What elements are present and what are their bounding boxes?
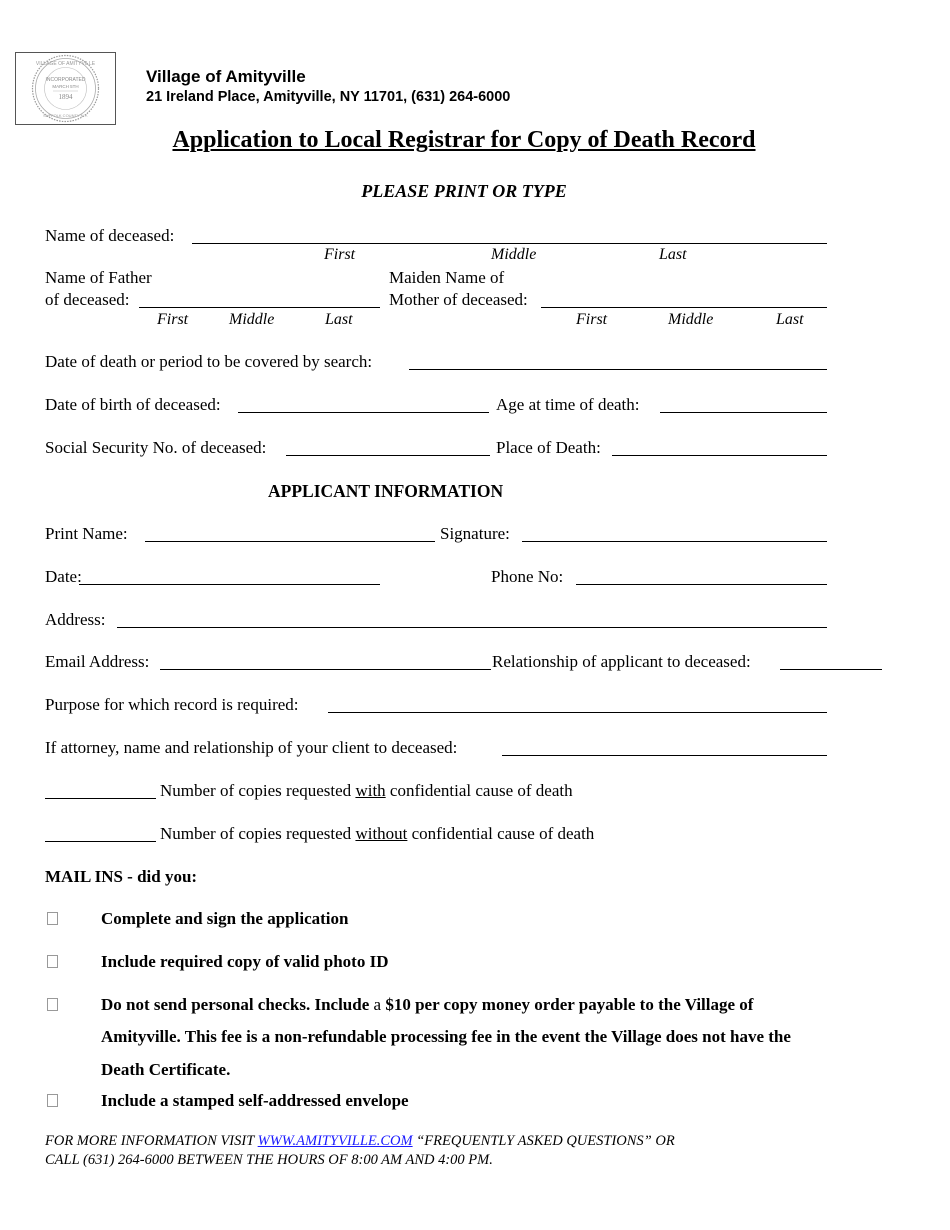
death-date-field[interactable]	[409, 369, 827, 370]
mother-label-2: Mother of deceased:	[389, 290, 528, 309]
print-name-label: Print Name:	[45, 524, 128, 543]
checklist-item-3-part-c: $10 per copy money order payable to the Village of	[385, 995, 754, 1014]
place-of-death-label: Place of Death:	[496, 438, 601, 457]
age-field[interactable]	[660, 412, 827, 413]
copies-without-field[interactable]	[45, 841, 156, 842]
mother-first-caption: First	[576, 311, 608, 328]
ssn-label: Social Security No. of deceased:	[45, 438, 267, 457]
website-link[interactable]: WWW.AMITYVILLE.COM	[257, 1133, 413, 1149]
purpose-field[interactable]	[328, 712, 827, 713]
signature-label: Signature:	[440, 524, 510, 543]
footer-info-text: FOR MORE INFORMATION VISIT	[45, 1133, 258, 1149]
checklist-checkbox-4[interactable]	[47, 1094, 58, 1107]
checklist-checkbox-1[interactable]	[47, 912, 58, 925]
place-of-death-field[interactable]	[612, 455, 827, 456]
seal-line2: MARCH 5TH	[52, 84, 79, 89]
relationship-field[interactable]	[780, 669, 882, 670]
birth-date-label: Date of birth of deceased:	[45, 395, 221, 414]
father-label-1: Name of Father	[45, 268, 152, 287]
checklist-item-2: Include required copy of valid photo ID	[101, 952, 389, 971]
copies-without-text-1: Number of copies requested	[160, 824, 356, 843]
copies-without-text-2: confidential cause of death	[407, 824, 595, 843]
attorney-label: If attorney, name and relationship of your client to deceased:	[45, 738, 458, 757]
father-last-caption: Last	[325, 311, 353, 328]
date-field[interactable]	[79, 584, 380, 585]
checklist-item-3-line2: Amityville. This fee is a non-refundable processing fee in the event the Village does not have the	[101, 1027, 791, 1046]
copies-with-emphasis: with	[355, 781, 386, 800]
deceased-last-caption: Last	[659, 246, 687, 263]
mother-last-caption: Last	[776, 311, 804, 328]
purpose-label: Purpose for which record is required:	[45, 695, 299, 714]
deceased-first-caption: First	[324, 246, 356, 263]
seal-ring-text: VILLAGE OF AMITYVILLE	[35, 61, 96, 67]
checklist-item-3-part-b: a	[369, 995, 386, 1014]
village-address: 21 Ireland Place, Amityville, NY 11701, (631) 264-6000	[146, 89, 511, 105]
phone-field[interactable]	[576, 584, 827, 585]
copies-with-label	[160, 781, 573, 801]
father-middle-caption: Middle	[229, 311, 275, 328]
village-name: Village of Amityville	[146, 67, 306, 86]
village-seal-frame	[15, 52, 116, 125]
deceased-name-label: Name of deceased:	[45, 226, 175, 245]
copies-without-label	[160, 824, 594, 844]
deceased-middle-caption: Middle	[491, 246, 537, 263]
checklist-item-3-part-a: Do not send personal checks. Include	[101, 995, 370, 1014]
copies-with-field[interactable]	[45, 798, 156, 799]
signature-field[interactable]	[522, 541, 827, 542]
attorney-field[interactable]	[502, 755, 827, 756]
deceased-name-field[interactable]	[192, 243, 827, 244]
print-instruction: PLEASE PRINT OR TYPE	[361, 181, 567, 201]
father-name-field[interactable]	[139, 307, 380, 308]
applicant-heading: APPLICANT INFORMATION	[268, 481, 504, 501]
mother-middle-caption: Middle	[668, 311, 714, 328]
copies-without-emphasis: without	[355, 824, 408, 843]
checklist-item-1: Complete and sign the application	[101, 909, 349, 928]
ssn-field[interactable]	[286, 455, 490, 456]
footer-faq-text: “FREQUENTLY ASKED QUESTIONS” OR	[412, 1133, 675, 1149]
print-name-field[interactable]	[145, 541, 435, 542]
copies-with-text-1: Number of copies requested	[160, 781, 356, 800]
seal-county: SUFFOLK COUNTY N.Y.	[43, 113, 88, 118]
checklist-item-3-line1	[101, 995, 753, 1015]
footer-line-2: CALL (631) 264-6000 BETWEEN THE HOURS OF 8:00 AM AND 4:00 PM.	[45, 1152, 493, 1168]
seal-year: 1894	[58, 93, 73, 101]
checklist-item-3-line3: Death Certificate.	[101, 1060, 231, 1079]
mother-name-field[interactable]	[541, 307, 827, 308]
death-date-label: Date of death or period to be covered by search:	[45, 352, 373, 371]
email-label: Email Address:	[45, 652, 150, 671]
address-label: Address:	[45, 610, 106, 629]
seal-line1: INCORPORATED	[45, 77, 86, 83]
checklist-item-4: Include a stamped self-addressed envelope	[101, 1091, 409, 1110]
email-field[interactable]	[160, 669, 491, 670]
birth-date-field[interactable]	[238, 412, 489, 413]
relationship-label: Relationship of applicant to deceased:	[492, 652, 751, 671]
father-label-2: of deceased:	[45, 290, 130, 309]
checklist-checkbox-2[interactable]	[47, 955, 58, 968]
village-seal-icon	[16, 53, 115, 124]
checklist-checkbox-3[interactable]	[47, 998, 58, 1011]
mail-ins-heading: MAIL INS - did you:	[45, 867, 198, 886]
page-title: Application to Local Registrar for Copy of Death Record	[172, 127, 756, 153]
footer-line-1	[45, 1133, 675, 1150]
date-label: Date:	[45, 567, 82, 586]
mother-label-1: Maiden Name of	[389, 268, 505, 287]
address-field[interactable]	[117, 627, 827, 628]
copies-with-text-2: confidential cause of death	[385, 781, 573, 800]
phone-label: Phone No:	[491, 567, 564, 586]
father-first-caption: First	[157, 311, 189, 328]
age-label: Age at time of death:	[496, 395, 640, 414]
